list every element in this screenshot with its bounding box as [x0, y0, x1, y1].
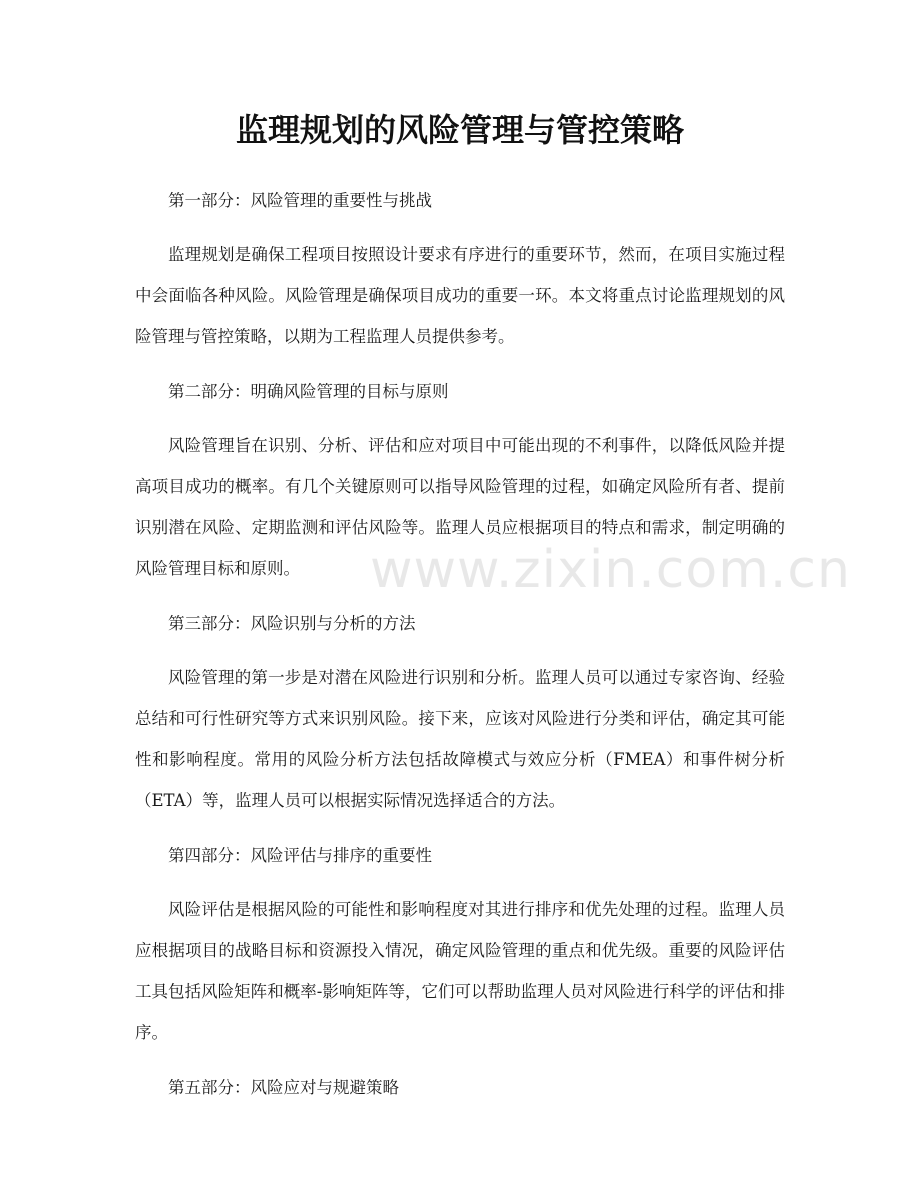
- document-body: [135, 180, 785, 1121]
- section-heading-3: 第三部分：风险识别与分析的方法: [168, 614, 416, 633]
- section-paragraph-1: 监理规划是确保工程项目按照设计要求有序进行的重要环节，然而，在项目实施过程中会面临各种风险。风险管理是确保项目成功的重要一环。本文将重点讨论监理规划的风险管理与管控策略，以期为工程监理人员提供参考。: [135, 245, 785, 346]
- section-heading-1: 第一部分：风险管理的重要性与挑战: [168, 191, 432, 210]
- section-heading-5: 第五部分：风险应对与规避策略: [168, 1078, 399, 1097]
- section-heading-4: 第四部分：风险评估与排序的重要性: [168, 846, 432, 865]
- document-title: 监理规划的风险管理与管控策略: [235, 111, 684, 149]
- section-paragraph-2: 风险管理旨在识别、分析、评估和应对项目中可能出现的不利事件，以降低风险并提高项目成功的概率。有几个关键原则可以指导风险管理的过程，如确定风险所有者、提前识别潜在风险、定期监测和评估风险等。监理人员应根据项目的特点和需求，制定明确的风险管理目标和原则。: [135, 436, 785, 578]
- watermark: www.zixin.com.cn: [370, 540, 851, 600]
- section-heading-2: 第二部分：明确风险管理的目标与原则: [168, 382, 449, 401]
- section-paragraph-3: 风险管理的第一步是对潜在风险进行识别和分析。监理人员可以通过专家咨询、经验总结和可行性研究等方式来识别风险。接下来，应该对风险进行分类和评估，确定其可能性和影响程度。常用的风险分析方法包括故障模式与效应分析（FMEA）和事件树分析（ETA）等，监理人员可以根据实际情况选择适合的方法。: [135, 668, 785, 810]
- section-paragraph-4: 风险评估是根据风险的可能性和影响程度对其进行排序和优先处理的过程。监理人员应根据项目的战略目标和资源投入情况，确定风险管理的重点和优先级。重要的风险评估工具包括风险矩阵和概率-影响矩阵等，它们可以帮助监理人员对风险进行科学的评估和排序。: [135, 900, 785, 1042]
